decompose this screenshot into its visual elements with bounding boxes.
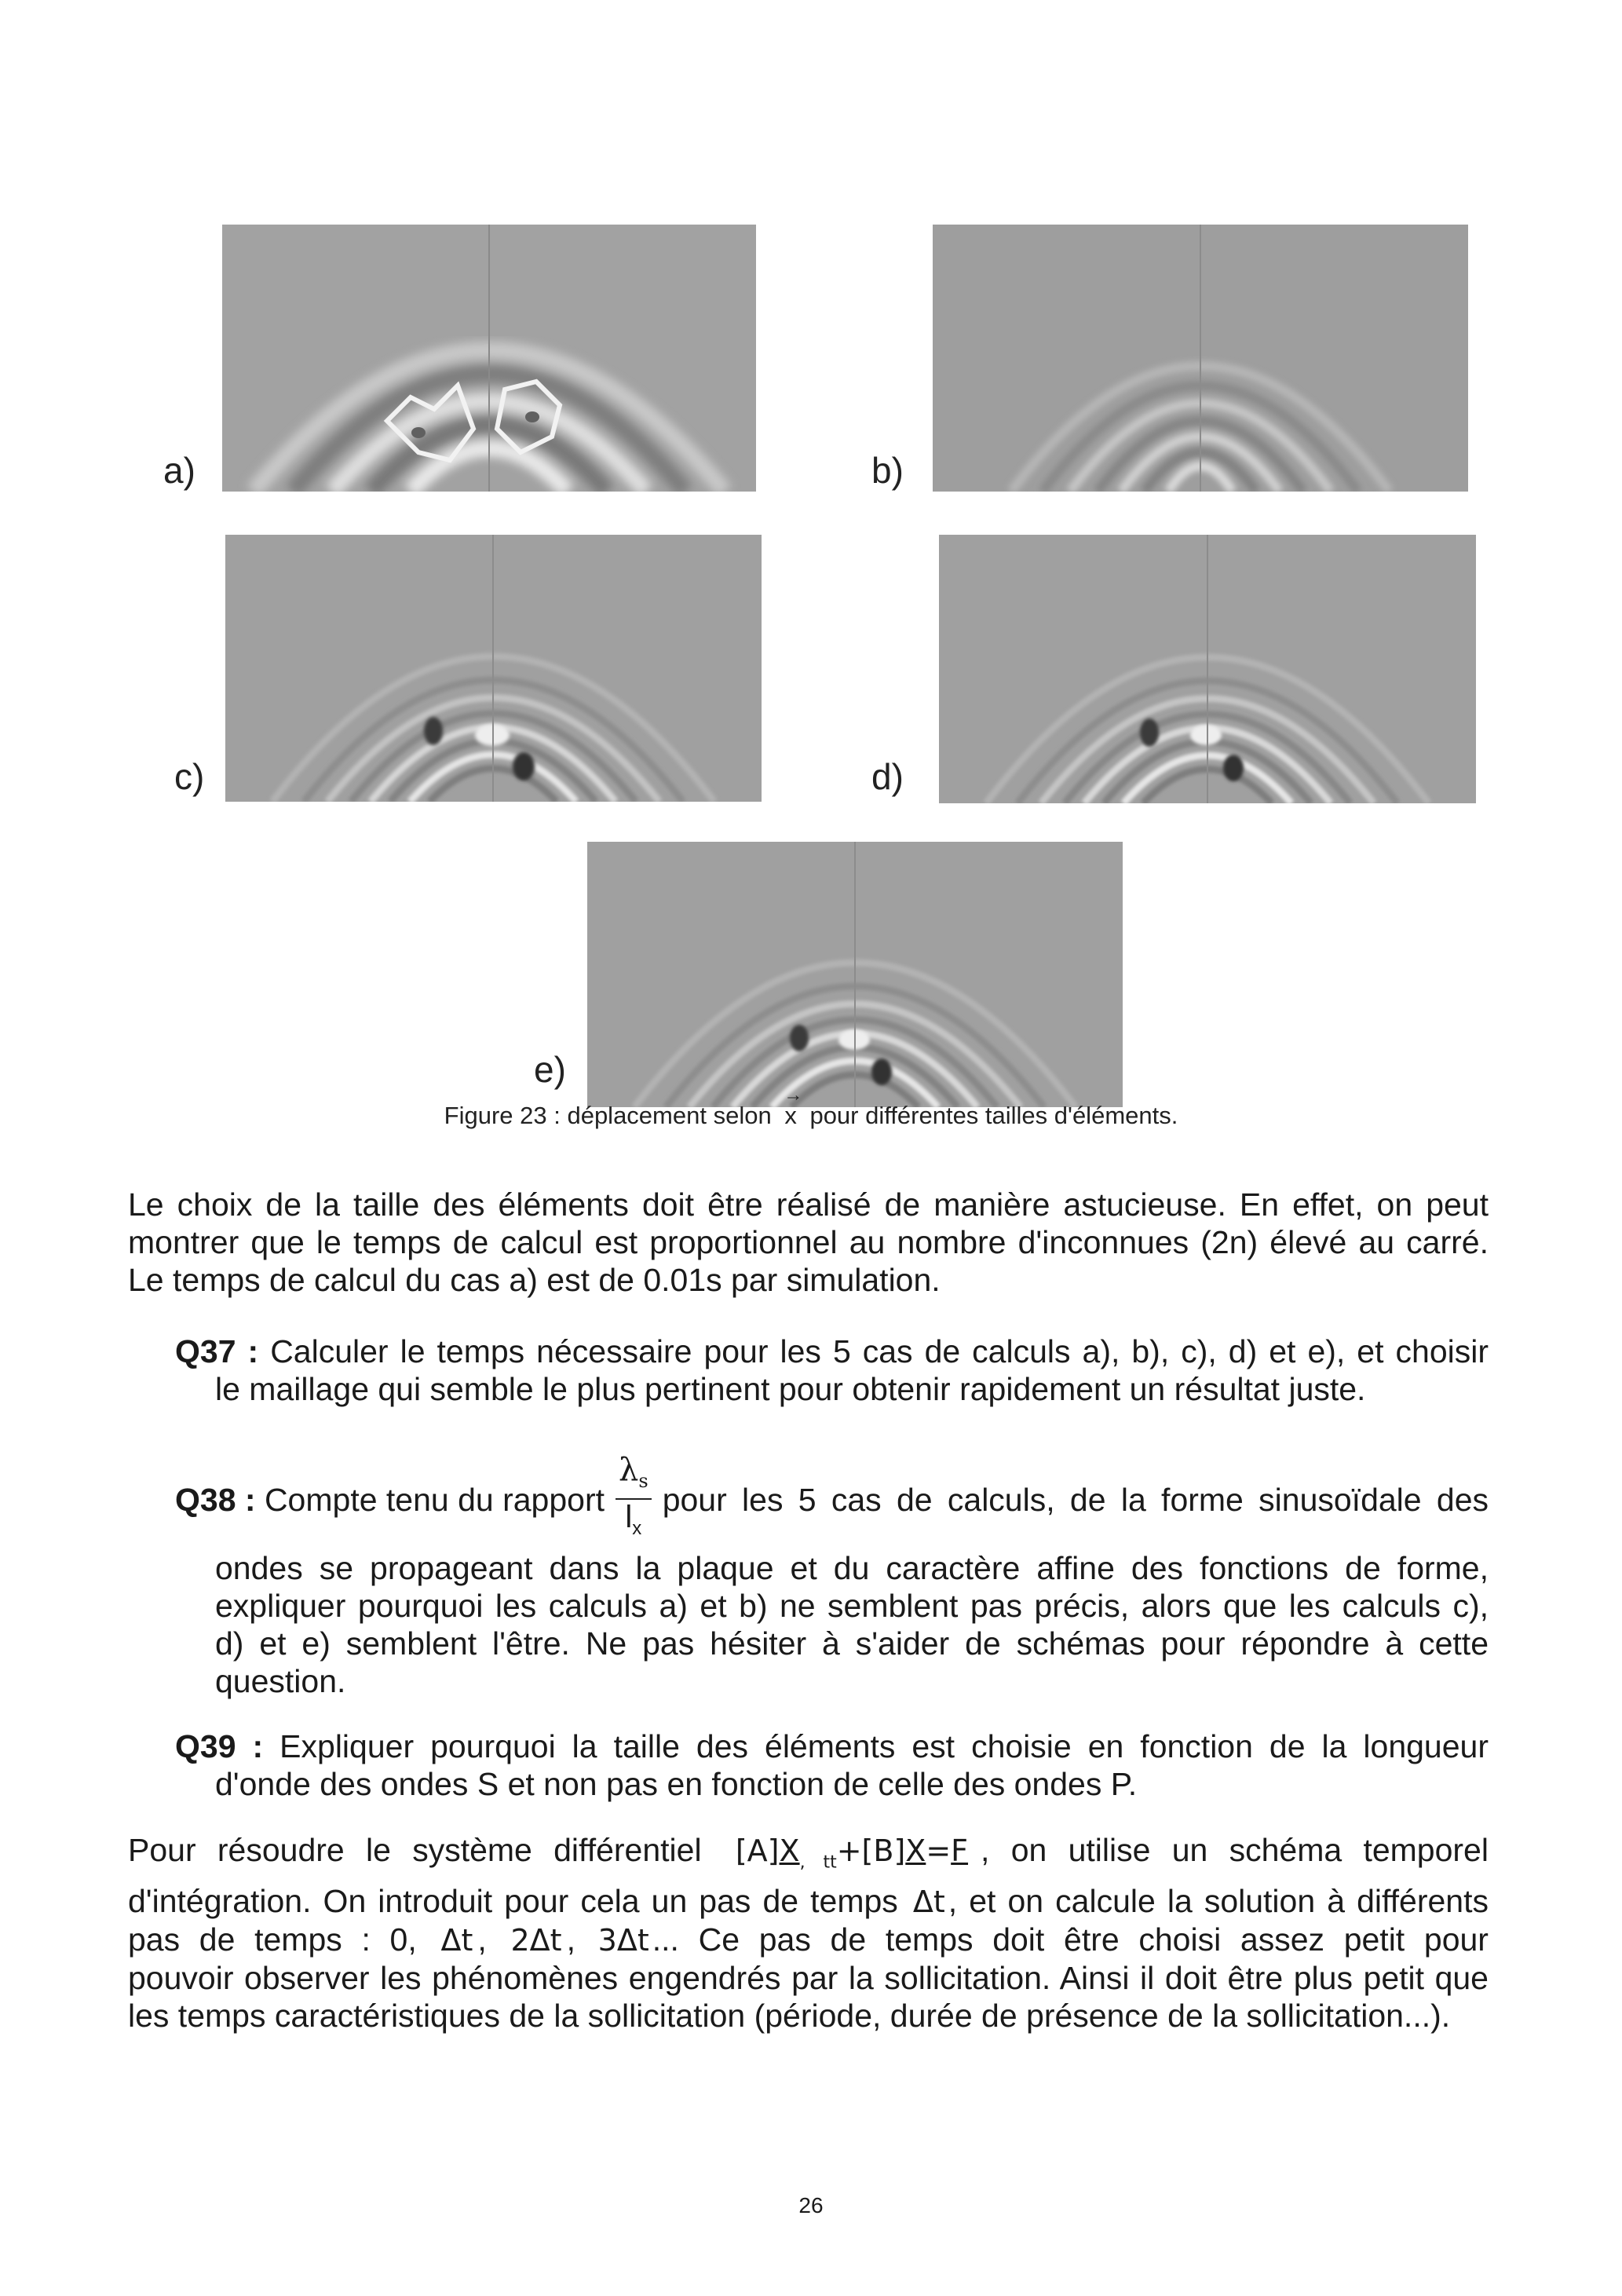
integration-paragraph <box>128 1831 1489 2035</box>
para1-line: Le temps de calcul du cas a) est de 0.01s par simulation. <box>128 1262 941 1298</box>
para2-line-2 <box>128 1882 1489 1921</box>
panel-a-image <box>222 225 756 492</box>
matrix-b: [B] <box>861 1834 906 1868</box>
q38-text: expliquer pourquoi les calculs a) et b) ne semblent pas précis, alors que les calculs c), <box>215 1588 1489 1624</box>
panel-b-image <box>933 225 1468 492</box>
vector-x: X <box>779 1834 800 1868</box>
caption-text-before: Figure 23 : déplacement selon <box>444 1102 772 1129</box>
delta-t-3: 3Δt <box>597 1922 649 1958</box>
plus-sign: + <box>836 1834 862 1868</box>
q37-text: Calculer le temps nécessaire pour les 5 cas de calculs a), b), c), d) et e), et choisir <box>270 1333 1489 1369</box>
q39-first-line <box>175 1727 1489 1765</box>
panel-d-image <box>939 535 1476 803</box>
para2-text: pas de temps : 0, <box>128 1921 417 1958</box>
fraction-denominator <box>616 1500 652 1546</box>
q37-first-line <box>175 1333 1489 1370</box>
q37-label: Q37 : <box>175 1333 259 1369</box>
q38-text: d) et e) semblent l'être. Ne pas hésiter à s'aider de schémas pour répondre à cette <box>215 1625 1489 1662</box>
panel-c-image <box>225 535 762 802</box>
wave-field-fine <box>225 535 762 802</box>
denominator-subscript: x <box>632 1518 642 1539</box>
numerator-subscript: s <box>638 1470 648 1492</box>
q38-text: pour les 5 cas de calculs, de la forme sinusoïdale des <box>662 1481 1489 1518</box>
wave-field-coarse <box>222 225 756 492</box>
panel-label-a: a) <box>163 450 195 491</box>
q39-label: Q39 : <box>175 1728 264 1764</box>
para2-line-3 <box>128 1921 1489 1959</box>
para2-text: , et on calcule la solution à différents <box>948 1882 1489 1919</box>
q38-label: Q38 : <box>175 1481 256 1518</box>
para1-line: Le choix de la taille des éléments doit être réalisé de manière astucieuse. En effet, on peut <box>128 1186 1489 1223</box>
para2-line-1 <box>128 1831 1489 1882</box>
panel-label-e: e) <box>534 1049 566 1090</box>
vector-f: F <box>951 1834 969 1868</box>
ratio-fraction <box>616 1453 652 1546</box>
para2-text: ... Ce pas de temps doit être choisi assez petit pour <box>652 1921 1489 1958</box>
panel-e-image <box>587 842 1123 1107</box>
time-derivative-subscript: , tt <box>799 1852 837 1873</box>
caption-vector-x: → x <box>778 1102 803 1130</box>
comma: , <box>566 1921 575 1958</box>
comma: , <box>477 1921 487 1958</box>
equals-sign: = <box>926 1834 952 1868</box>
para2-line-4: pouvoir observer les phénomènes engendrés par la sollicitation. Ainsi il doit être plus petit que <box>128 1959 1489 1996</box>
vector-x: X <box>905 1834 926 1868</box>
para1-line: montrer que le temps de calcul est proportionnel au nombre d'inconnues (2n) élevé au carré. <box>128 1224 1489 1260</box>
delta-t-2: 2Δt <box>510 1922 562 1958</box>
q38-first-line <box>175 1453 1489 1546</box>
wave-field-finest <box>587 842 1123 1107</box>
matrix-a: [A] <box>735 1834 780 1868</box>
q39-text: d'onde des ondes S et non pas en fonction de celle des ondes P. <box>215 1766 1138 1802</box>
panel-label-c: c) <box>174 756 205 797</box>
q38-lead <box>175 1481 605 1519</box>
q38-text: ondes se propageant dans la plaque et du caractère affine des fonctions de forme, <box>215 1550 1489 1586</box>
q37-text: le maillage qui semble le plus pertinent pour obtenir rapidement un résultat juste. <box>215 1371 1366 1407</box>
delta-t: Δt <box>912 1884 945 1919</box>
question-q39 <box>175 1727 1489 1803</box>
figure-caption <box>0 1102 1622 1130</box>
para2-text: d'intégration. On introduit pour cela un pas de temps <box>128 1882 898 1919</box>
lambda-symbol: λ <box>619 1452 639 1488</box>
differential-equation <box>735 1834 969 1873</box>
q38-text: question. <box>215 1663 346 1699</box>
wave-field-finer <box>939 535 1476 803</box>
para2-text: Pour résoudre le système différentiel <box>128 1832 702 1868</box>
l-symbol: l <box>625 1500 633 1534</box>
panel-label-d: d) <box>871 756 904 797</box>
q38-text: Compte tenu du rapport <box>264 1481 605 1518</box>
q39-text: Expliquer pourquoi la taille des éléments est choisie en fonction de la longueur <box>279 1728 1489 1764</box>
caption-text-after: pour différentes tailles d'éléments. <box>809 1102 1178 1129</box>
question-q37 <box>175 1333 1489 1408</box>
page-number: 26 <box>798 2193 824 2217</box>
delta-t-1: Δt <box>440 1922 473 1958</box>
wave-field-medium <box>933 225 1468 492</box>
panel-label-b: b) <box>871 450 904 491</box>
intro-paragraph <box>128 1186 1489 1299</box>
para2-line-5: les temps caractéristiques de la sollicitation (période, durée de présence de la sollicitation...). <box>128 1997 1451 2034</box>
question-q38 <box>175 1453 1489 1700</box>
para2-text: , on utilise un schéma temporel <box>981 1832 1489 1868</box>
fraction-numerator <box>616 1453 652 1500</box>
